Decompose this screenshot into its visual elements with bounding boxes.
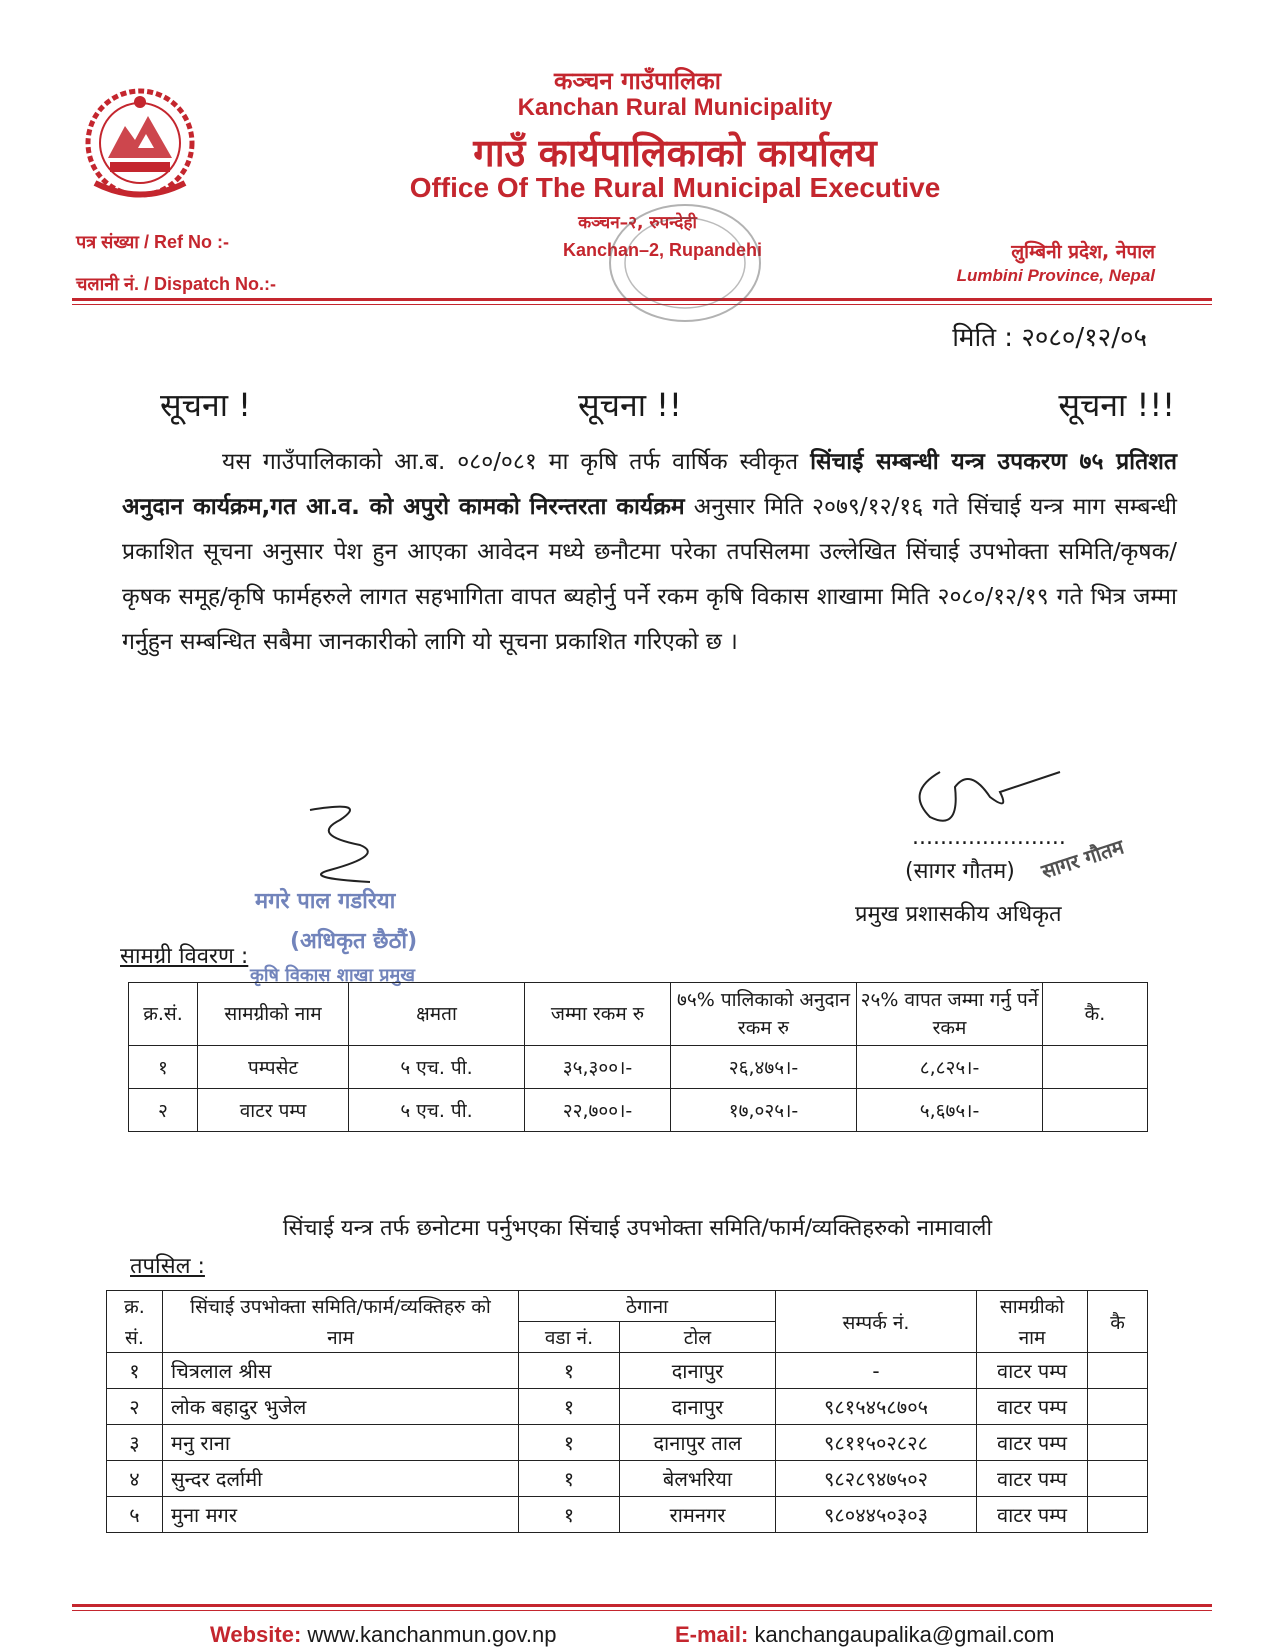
left-signer-role: कृषि विकास शाखा प्रमुख bbox=[250, 965, 416, 986]
right-signer-stamp: सागर गौतम bbox=[1038, 834, 1127, 884]
table-row bbox=[107, 1497, 1148, 1533]
cell-sn: १ bbox=[107, 1353, 163, 1389]
email-link[interactable]: kanchangaupalika@gmail.com bbox=[754, 1622, 1055, 1647]
notice-body bbox=[122, 440, 1177, 665]
ref-no-label: पत्र संख्या / Ref No :- bbox=[76, 232, 229, 252]
left-signer-name: मगरे पाल गडरिया bbox=[255, 889, 396, 914]
col-header-remark: कै bbox=[1088, 1291, 1148, 1353]
cell-item: पम्पसेट bbox=[198, 1046, 349, 1089]
col-header-capacity: क्षमता bbox=[349, 983, 525, 1046]
col-header-address: ठेगाना bbox=[519, 1291, 776, 1322]
col-header-subsidy: ७५% पालिकाको अनुदान रकम रु bbox=[671, 983, 857, 1046]
cell-tole: दानापुर ताल bbox=[620, 1425, 776, 1461]
municipality-name-ne: कञ्चन गाउँपालिका bbox=[554, 67, 721, 95]
right-signer-name: (सागर गौतम) bbox=[905, 859, 1015, 884]
footer-divider-thin bbox=[72, 1610, 1212, 1611]
address-en: Kanchan–2, Rupandehi bbox=[562, 240, 763, 260]
cell-sn: ४ bbox=[107, 1461, 163, 1497]
dispatch-no-label: चलानी नं. / Dispatch No.:- bbox=[76, 274, 276, 294]
cell-item: वाटर पम्प bbox=[977, 1425, 1088, 1461]
col-header-contact: सम्पर्क नं. bbox=[776, 1291, 977, 1353]
cell-tole: बेलभरिया bbox=[620, 1461, 776, 1497]
cell-remark bbox=[1088, 1461, 1148, 1497]
body-part-1: यस गाउँपालिकाको आ.ब. ०८०/०८१ मा कृषि तर्फ वार्षिक स्वीकृत bbox=[222, 449, 811, 475]
cell-deposit: ८,८२५।- bbox=[857, 1046, 1043, 1089]
col-header-name-1: सिंचाई उपभोक्ता समिति/फार्म/व्यक्तिहरु को bbox=[163, 1291, 519, 1322]
cell-remark bbox=[1043, 1046, 1148, 1089]
body-part-3: अनुसार मिति २०७९/१२/१६ गते सिंचाई यन्त्र माग सम्बन्धी प्रकाशित सूचना अनुसार पेश हुन आएका आवेदन मध्ये छनौटमा परेका तपसिलमा उल्लेखित सिंचाई उपभोक्ता समिति/कृषक/कृषक समूह/कृषि फार्महरुले लागत सहभागिता वापत ब्यहोर्नु पर्ने रकम कृषि विकास शाखामा मिति २०८०/१२/१९ गते भित्र जम्मा गर्नुहुन सम्बन्धित सबैमा जानकारीको लागि यो सूचना प्रकाशित गरिएको छ । bbox=[122, 494, 1177, 655]
cell-contact: ९८२८९४७५०२ bbox=[776, 1461, 977, 1497]
cell-item: वाटर पम्प bbox=[977, 1389, 1088, 1425]
cell-subsidy: २६,४७५।- bbox=[671, 1046, 857, 1089]
list-heading: सिंचाई यन्त्र तर्फ छनोटमा पर्नुभएका सिंचाई उपभोक्ता समिति/फार्म/व्यक्तिहरुको नामावाली bbox=[282, 1216, 993, 1241]
cell-name: सुन्दर दर्लामी bbox=[163, 1461, 519, 1497]
cell-capacity: ५ एच. पी. bbox=[349, 1089, 525, 1132]
cell-sn: १ bbox=[129, 1046, 198, 1089]
cell-item: वाटर पम्प bbox=[977, 1497, 1088, 1533]
cell-item: वाटर पम्प bbox=[977, 1353, 1088, 1389]
col-header-ward: वडा नं. bbox=[519, 1322, 620, 1353]
province-ne: लुम्बिनी प्रदेश, नेपाल bbox=[1011, 241, 1155, 263]
cell-ward: १ bbox=[519, 1461, 620, 1497]
materials-label: सामग्री विवरण : bbox=[120, 944, 249, 969]
right-signature-line: ...................... bbox=[912, 825, 1066, 850]
col-header-item-1: सामग्रीको bbox=[977, 1291, 1088, 1322]
cell-remark bbox=[1088, 1497, 1148, 1533]
office-name-en: Office Of The Rural Municipal Executive bbox=[409, 172, 941, 203]
office-name-ne: गाउँ कार्यपालिकाको कार्यालय bbox=[473, 131, 877, 175]
cell-sn: ५ bbox=[107, 1497, 163, 1533]
footer-divider bbox=[72, 1604, 1212, 1607]
cell-sn: ३ bbox=[107, 1425, 163, 1461]
cell-total: ३५,३००।- bbox=[525, 1046, 671, 1089]
col-header-sn-1: क्र. bbox=[107, 1291, 163, 1322]
cell-item: वाटर पम्प bbox=[977, 1461, 1088, 1497]
cell-name: मुना मगर bbox=[163, 1497, 519, 1533]
cell-tole: दानापुर bbox=[620, 1389, 776, 1425]
cell-sn: २ bbox=[129, 1089, 198, 1132]
municipality-name-en: Kanchan Rural Municipality bbox=[517, 94, 833, 121]
notice-date: मिति : २०८०/१२/०५ bbox=[952, 323, 1147, 353]
notice-heading-1: सूचना ! bbox=[160, 386, 252, 424]
cell-ward: १ bbox=[519, 1497, 620, 1533]
list-header-row-2 bbox=[107, 1322, 1148, 1353]
cell-contact: ९८१५४५८७०५ bbox=[776, 1389, 977, 1425]
cell-name: लोक बहादुर भुजेल bbox=[163, 1389, 519, 1425]
table-row bbox=[107, 1425, 1148, 1461]
email-label: E-mail: bbox=[675, 1622, 749, 1647]
cell-ward: १ bbox=[519, 1389, 620, 1425]
cell-deposit: ५,६७५।- bbox=[857, 1089, 1043, 1132]
footer-email bbox=[675, 1622, 1054, 1648]
list-header-row-1 bbox=[107, 1291, 1148, 1322]
cell-tole: रामनगर bbox=[620, 1497, 776, 1533]
cell-remark bbox=[1043, 1089, 1148, 1132]
cell-contact: ९८११५०२८२८ bbox=[776, 1425, 977, 1461]
col-header-item-2: नाम bbox=[977, 1322, 1088, 1353]
cell-name: मनु राना bbox=[163, 1425, 519, 1461]
cell-ward: १ bbox=[519, 1425, 620, 1461]
col-header-item: सामग्रीको नाम bbox=[198, 983, 349, 1046]
cell-contact: ९८०४४५०३०३ bbox=[776, 1497, 977, 1533]
col-header-sn-2: सं. bbox=[107, 1322, 163, 1353]
cell-subsidy: १७,०२५।- bbox=[671, 1089, 857, 1132]
notice-heading-3: सूचना !!! bbox=[1058, 386, 1175, 424]
materials-table bbox=[128, 982, 1148, 1132]
website-label: Website: bbox=[210, 1622, 302, 1647]
address-ne: कञ्चन–२, रुपन्देही bbox=[578, 213, 697, 233]
beneficiary-table bbox=[106, 1290, 1148, 1533]
left-signer-title: (अधिकृत छैठौं) bbox=[290, 929, 418, 954]
right-signer-title: प्रमुख प्रशासकीय अधिकृत bbox=[855, 902, 1062, 927]
col-header-name-2: नाम bbox=[163, 1322, 519, 1353]
col-header-total: जम्मा रकम रु bbox=[525, 983, 671, 1046]
cell-name: चित्रलाल श्रीस bbox=[163, 1353, 519, 1389]
materials-header-row bbox=[129, 983, 1148, 1046]
notice-heading-2: सूचना !! bbox=[578, 386, 682, 424]
body-part-bold: सिंचाई सम्बन्धी यन्त्र उपकरण ७५ प्रतिशत अनुदान कार्यक्रम,गत आ.व. को अपुरो कामको निरन्तरता कार्यक्रम bbox=[122, 449, 1177, 520]
website-link[interactable]: www.kanchanmun.gov.np bbox=[307, 1622, 557, 1647]
cell-tole: दानापुर bbox=[620, 1353, 776, 1389]
table-row bbox=[107, 1461, 1148, 1497]
cell-capacity: ५ एच. पी. bbox=[349, 1046, 525, 1089]
left-signature-mark bbox=[290, 800, 390, 890]
cell-remark bbox=[1088, 1389, 1148, 1425]
table-row bbox=[129, 1046, 1148, 1089]
list-label: तपसिल : bbox=[130, 1254, 205, 1279]
table-row bbox=[107, 1353, 1148, 1389]
province-en: Lumbini Province, Nepal bbox=[956, 266, 1155, 285]
footer-website bbox=[210, 1622, 556, 1648]
cell-remark bbox=[1088, 1425, 1148, 1461]
col-header-sn: क्र.सं. bbox=[129, 983, 198, 1046]
cell-total: २२,७००।- bbox=[525, 1089, 671, 1132]
cell-ward: १ bbox=[519, 1353, 620, 1389]
cell-item: वाटर पम्प bbox=[198, 1089, 349, 1132]
col-header-deposit: २५% वापत जम्मा गर्नु पर्ने रकम bbox=[857, 983, 1043, 1046]
cell-remark bbox=[1088, 1353, 1148, 1389]
col-header-remark: कै. bbox=[1043, 983, 1148, 1046]
cell-sn: २ bbox=[107, 1389, 163, 1425]
col-header-tole: टोल bbox=[620, 1322, 776, 1353]
office-stamp bbox=[605, 198, 765, 328]
cell-contact: - bbox=[776, 1353, 977, 1389]
table-row bbox=[107, 1389, 1148, 1425]
table-row bbox=[129, 1089, 1148, 1132]
